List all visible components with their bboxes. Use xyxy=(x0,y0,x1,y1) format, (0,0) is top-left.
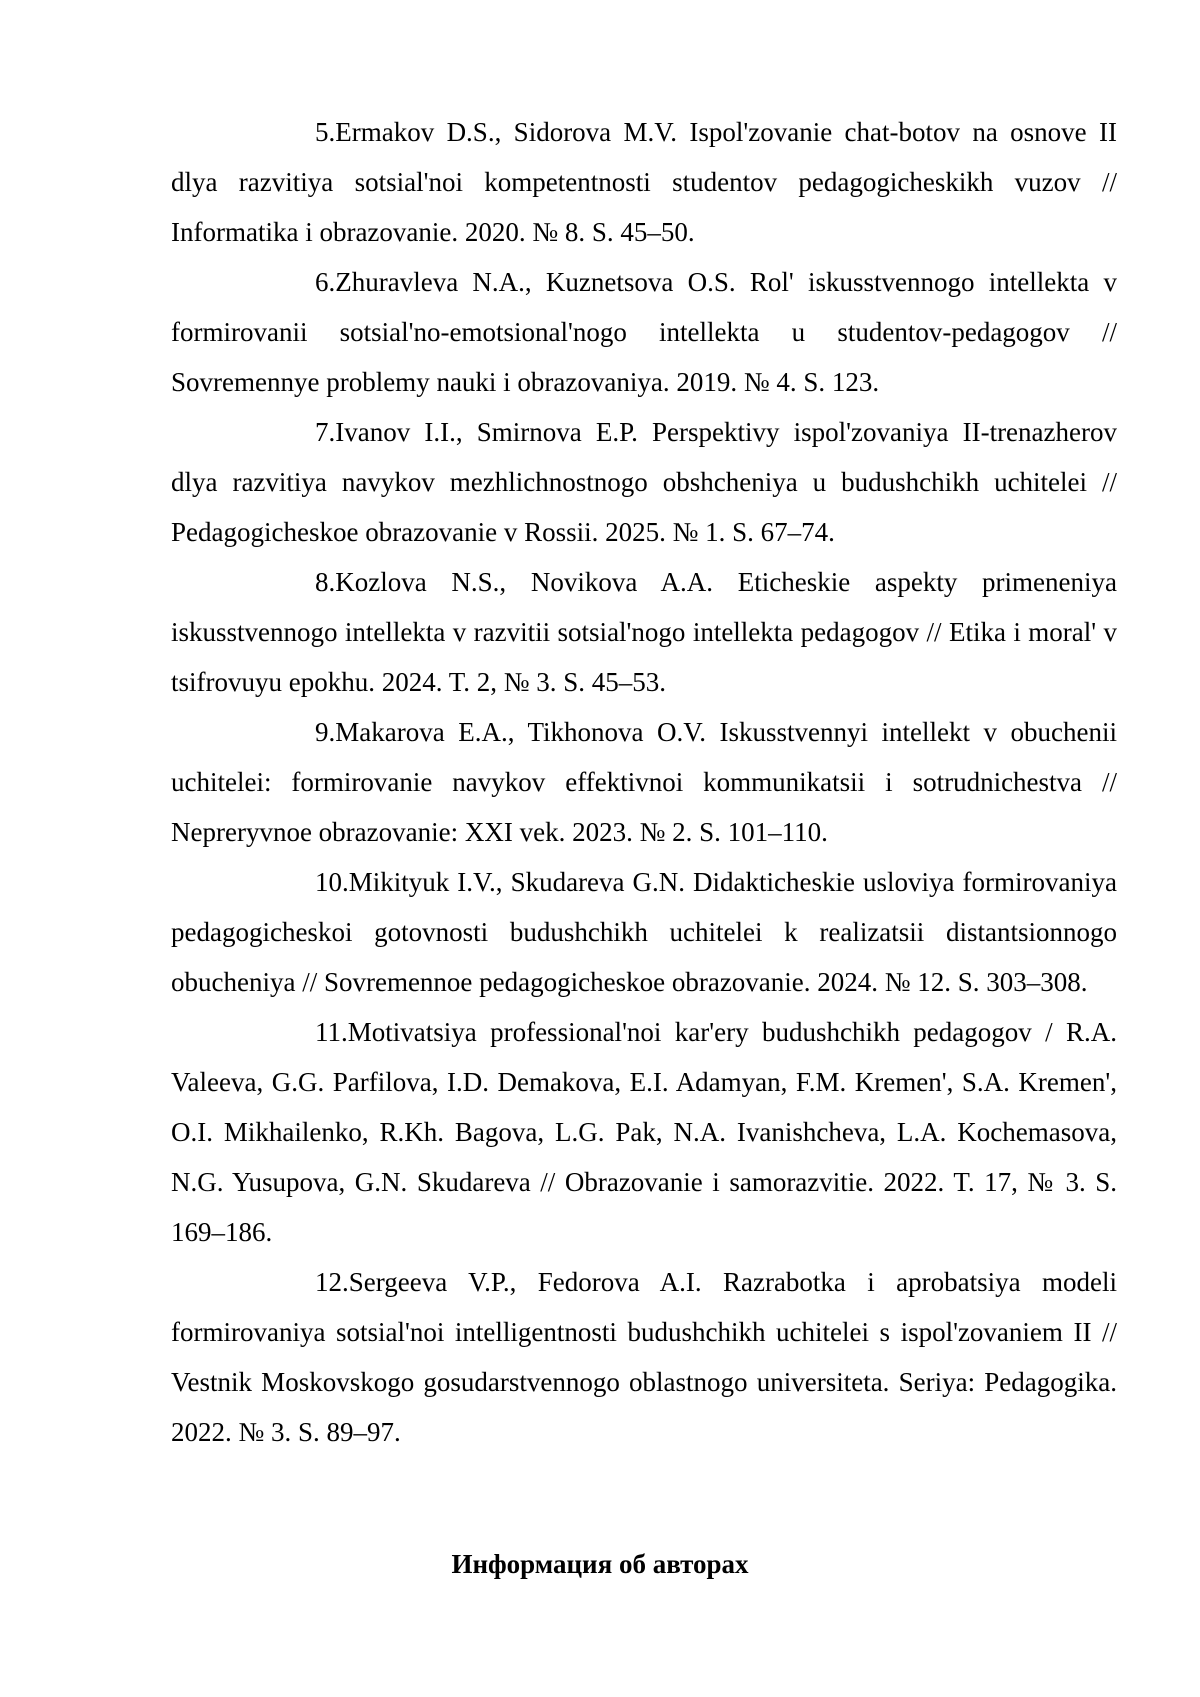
reference-item xyxy=(171,1257,1117,1457)
reference-item xyxy=(171,1007,1117,1257)
reference-text: Zhuravleva N.A., Kuznetsova O.S. Rol' iskusstvennogo intellekta v formirovanii sotsial'no-emotsional'nogo intellekta u studentov-pedagogov // Sovremennye problemy nauki i obrazovaniya. 2019. № 4. S. 123. xyxy=(171,267,1117,397)
reference-text: Kozlova N.S., Novikova A.A. Eticheskie aspekty primeneniya iskusstvennogo intellekta v razvitii sotsial'nogo intellekta pedagogov // Etika i moral' v tsifrovuyu epokhu. 2024. T. 2, № 3. S. 45–53. xyxy=(171,567,1117,697)
reference-number: 11. xyxy=(315,1017,348,1047)
reference-text: Sergeeva V.P., Fedorova A.I. Razrabotka i aprobatsiya modeli formirovaniya sotsial'noi intelligentnosti budushchikh uchitelei s ispol'zovaniem II // Vestnik Moskovskogo gosudarstvennogo oblastnogo universiteta. Seriya: Pedagogika. 2022. № 3. S. 89–97. xyxy=(171,1267,1117,1447)
reference-text: Ivanov I.I., Smirnova E.P. Perspektivy ispol'zovaniya II-trenazherov dlya razvitiya navykov mezhlichnostnogo obshcheniya u budushchikh uchitelei // Pedagogicheskoe obrazovanie v Rossii. 2025. № 1. S. 67–74. xyxy=(171,417,1117,547)
reference-number: 10. xyxy=(315,867,349,897)
section-title-authors: Информация об авторах xyxy=(451,1549,749,1579)
reference-text: Mikityuk I.V., Skudareva G.N. Didakticheskie usloviya formirovaniya pedagogicheskoi gotovnosti budushchikh uchitelei k realizatsii distantsionnogo obucheniya // Sovremennoe pedagogicheskoe obrazovanie. 2024. № 12. S. 303–308. xyxy=(171,867,1117,997)
reference-item xyxy=(171,557,1117,707)
reference-item xyxy=(171,407,1117,557)
reference-number: 12. xyxy=(315,1267,349,1297)
reference-list xyxy=(171,107,1117,1457)
reference-number: 6. xyxy=(315,267,336,297)
reference-number: 9. xyxy=(315,717,336,747)
reference-text: Ermakov D.S., Sidorova M.V. Ispol'zovanie chat-botov na osnove II dlya razvitiya sotsial'noi kompetentnosti studentov pedagogicheskikh vuzov // Informatika i obrazovanie. 2020. № 8. S. 45–50. xyxy=(171,117,1117,247)
reference-item xyxy=(171,257,1117,407)
reference-number: 7. xyxy=(315,417,336,447)
reference-number: 5. xyxy=(315,117,336,147)
reference-text: Motivatsiya professional'noi kar'ery budushchikh pedagogov / R.A. Valeeva, G.G. Parfilova, I.D. Demakova, E.I. Adamyan, F.M. Kremen', S.A. Kremen', O.I. Mikhailenko, R.Kh. Bagova, L.G. Pak, N.A. Ivanishcheva, L.A. Kochemasova, N.G. Yusupova, G.N. Skudareva // Obrazovanie i samorazvitie. 2022. T. 17, № 3. S. 169–186. xyxy=(171,1017,1117,1247)
reference-item xyxy=(171,857,1117,1007)
reference-item xyxy=(171,707,1117,857)
reference-number: 8. xyxy=(315,567,336,597)
reference-text: Makarova E.A., Tikhonova O.V. Iskusstvennyi intellekt v obuchenii uchitelei: formirovanie navykov effektivnoi kommunikatsii i sotrudnichestva // Nepreryvnoe obrazovanie: XXI vek. 2023. № 2. S. 101–110. xyxy=(171,717,1117,847)
reference-item xyxy=(171,107,1117,257)
